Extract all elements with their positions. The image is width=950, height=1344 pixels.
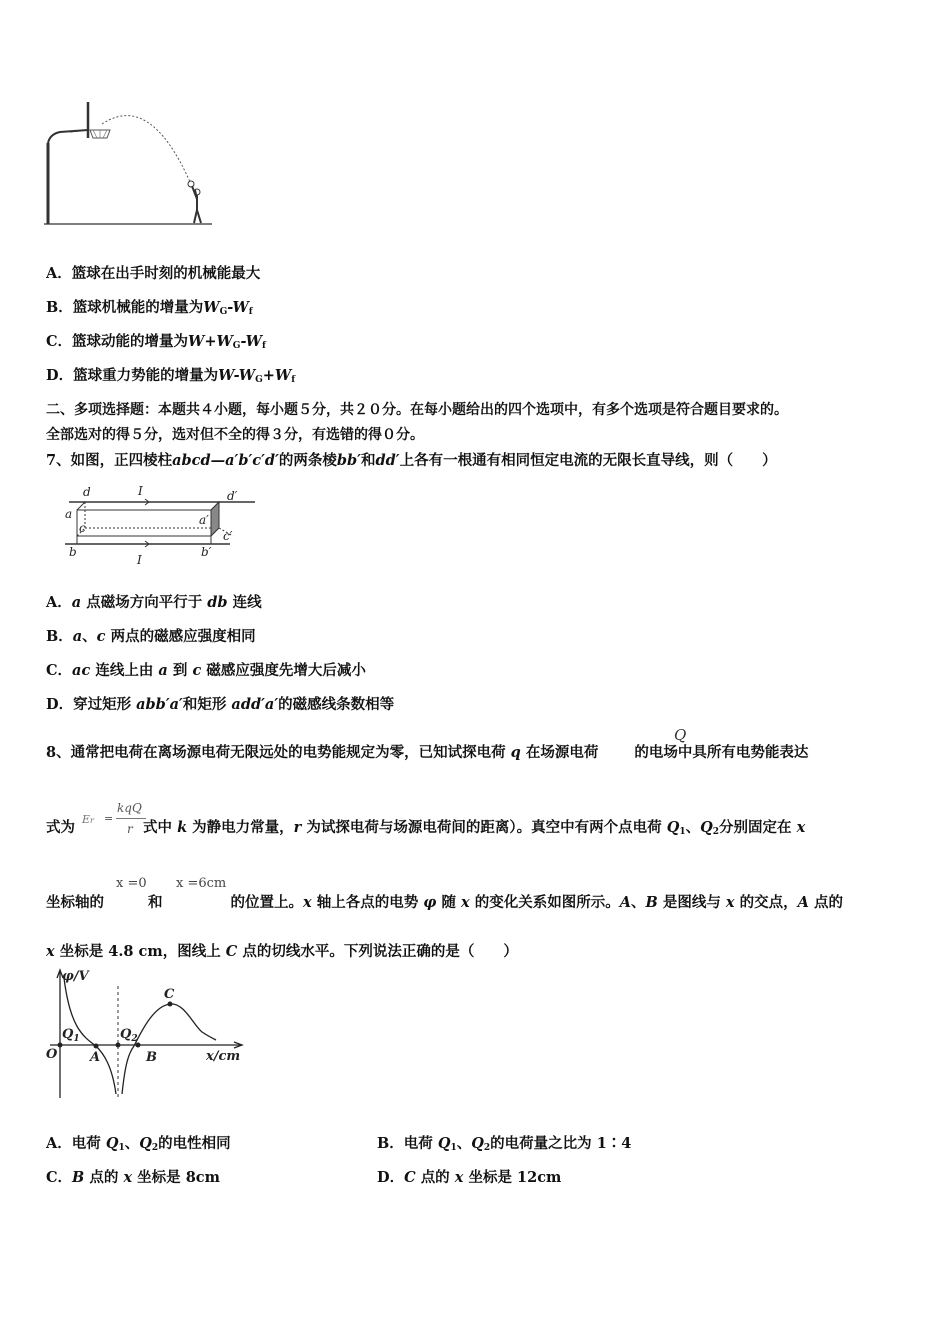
graph-a: A: [90, 1050, 101, 1065]
formula-fraction-bar: [116, 818, 146, 819]
graph-origin: O: [46, 1047, 58, 1062]
section-heading-line2: 全部选对的得５分，选对但不全的得３分，有选错的得０分。: [46, 427, 424, 443]
prism-label-d-prime: d′: [227, 489, 238, 503]
q8-symbol-q: Q: [674, 726, 687, 744]
formula-numerator: kqQ: [117, 801, 142, 815]
prism-label-a: a: [65, 507, 73, 521]
q6-option-d: D．篮球重力势能的增量为$W-W_G+W_f$: [46, 367, 296, 385]
q6-option-b: B．篮球机械能的增量为$W_G-W_f$: [46, 299, 253, 317]
q8-stem-line1: 8、通常把电荷在离场源电荷无限远处的电势能规定为零，已知试探电荷 q 在场源电荷 的电场中具所有电势能表达: [46, 744, 809, 761]
q8-stem-line3: 坐标轴的 和 的位置上。x 轴上各点的电势 φ 随 x 的变化关系如图所示。A、B 是图线与 x 的交点，A 点的: [46, 894, 843, 911]
q8-option-b: B．电荷 $Q_1$、$Q_2$的电荷量之比为 1∶4: [377, 1135, 632, 1153]
q8-option-d: D．C 点的 x 坐标是 12cm: [377, 1169, 562, 1186]
prism-label-d: d: [83, 485, 91, 499]
prism-label-a-prime: a′: [199, 513, 209, 527]
prism-label-b-prime: b′: [201, 545, 212, 559]
prism-label-i-bottom: I: [137, 553, 142, 567]
q6-option-c: C．篮球动能的增量为$W+W_G-W_f$: [46, 333, 266, 351]
q8-option-a: A．电荷 $Q_1$、$Q_2$的电性相同: [46, 1135, 231, 1153]
graph-b: B: [146, 1050, 157, 1065]
q7-option-c: C．ac 连线上由 a 到 c 磁感应强度先增大后减小: [46, 662, 366, 679]
graph-q2: $Q_2$: [120, 1027, 138, 1044]
q8-stem-line2: 式为 式中 k 为静电力常量，r 为试探电荷与场源电荷间的距离）。真空中有两个点电荷 $Q_1$、$Q_2$分别固定在 x: [46, 819, 806, 837]
prism-label-b: b: [69, 545, 77, 559]
q8-stem-line4: x 坐标是 4.8 cm，图线上 C 点的切线水平。下列说法正确的是（ ）: [46, 943, 518, 960]
prism-label-c: c: [79, 521, 86, 535]
formula-lhs: Er: [82, 813, 94, 826]
q7-option-a: A．a 点磁场方向平行于 db 连线: [46, 594, 262, 611]
prism-label-c-prime: c′: [223, 529, 233, 543]
q7-option-b: B．a、c 两点的磁感应强度相同: [46, 628, 256, 645]
position-x6: x =6cm: [176, 876, 227, 891]
graph-q1: $Q_1$: [62, 1027, 80, 1044]
graph-c: C: [164, 987, 175, 1002]
prism-label-i-top: I: [138, 484, 143, 498]
formula-denominator: r: [127, 822, 133, 836]
graph-xlabel: x/cm: [206, 1049, 241, 1064]
section-heading: 二、多项选择题：本题共４小题，每小题５分，共２０分。在每小题给出的四个选项中，有多个选项是符合题目要求的。: [46, 402, 788, 418]
q8-option-c: C．B 点的 x 坐标是 8cm: [46, 1169, 220, 1186]
basketball-figure: [40, 98, 220, 233]
graph-ylabel: φ/V: [62, 969, 89, 984]
potential-graph: [42, 966, 252, 1102]
position-x0: x =0: [116, 876, 147, 891]
q7-option-d: D．穿过矩形 abb′a′和矩形 add′a′的磁感线条数相等: [46, 696, 395, 713]
q6-option-a: A．篮球在出手时刻的机械能最大: [46, 265, 261, 282]
q7-stem: 7、如图，正四棱柱abcd—a′b′c′d′的两条棱bb′和dd′上各有一根通有相同恒定电流的无限长直导线，则（ ）: [46, 452, 777, 469]
prism-figure: [55, 478, 265, 570]
formula-equals: =: [104, 812, 114, 825]
